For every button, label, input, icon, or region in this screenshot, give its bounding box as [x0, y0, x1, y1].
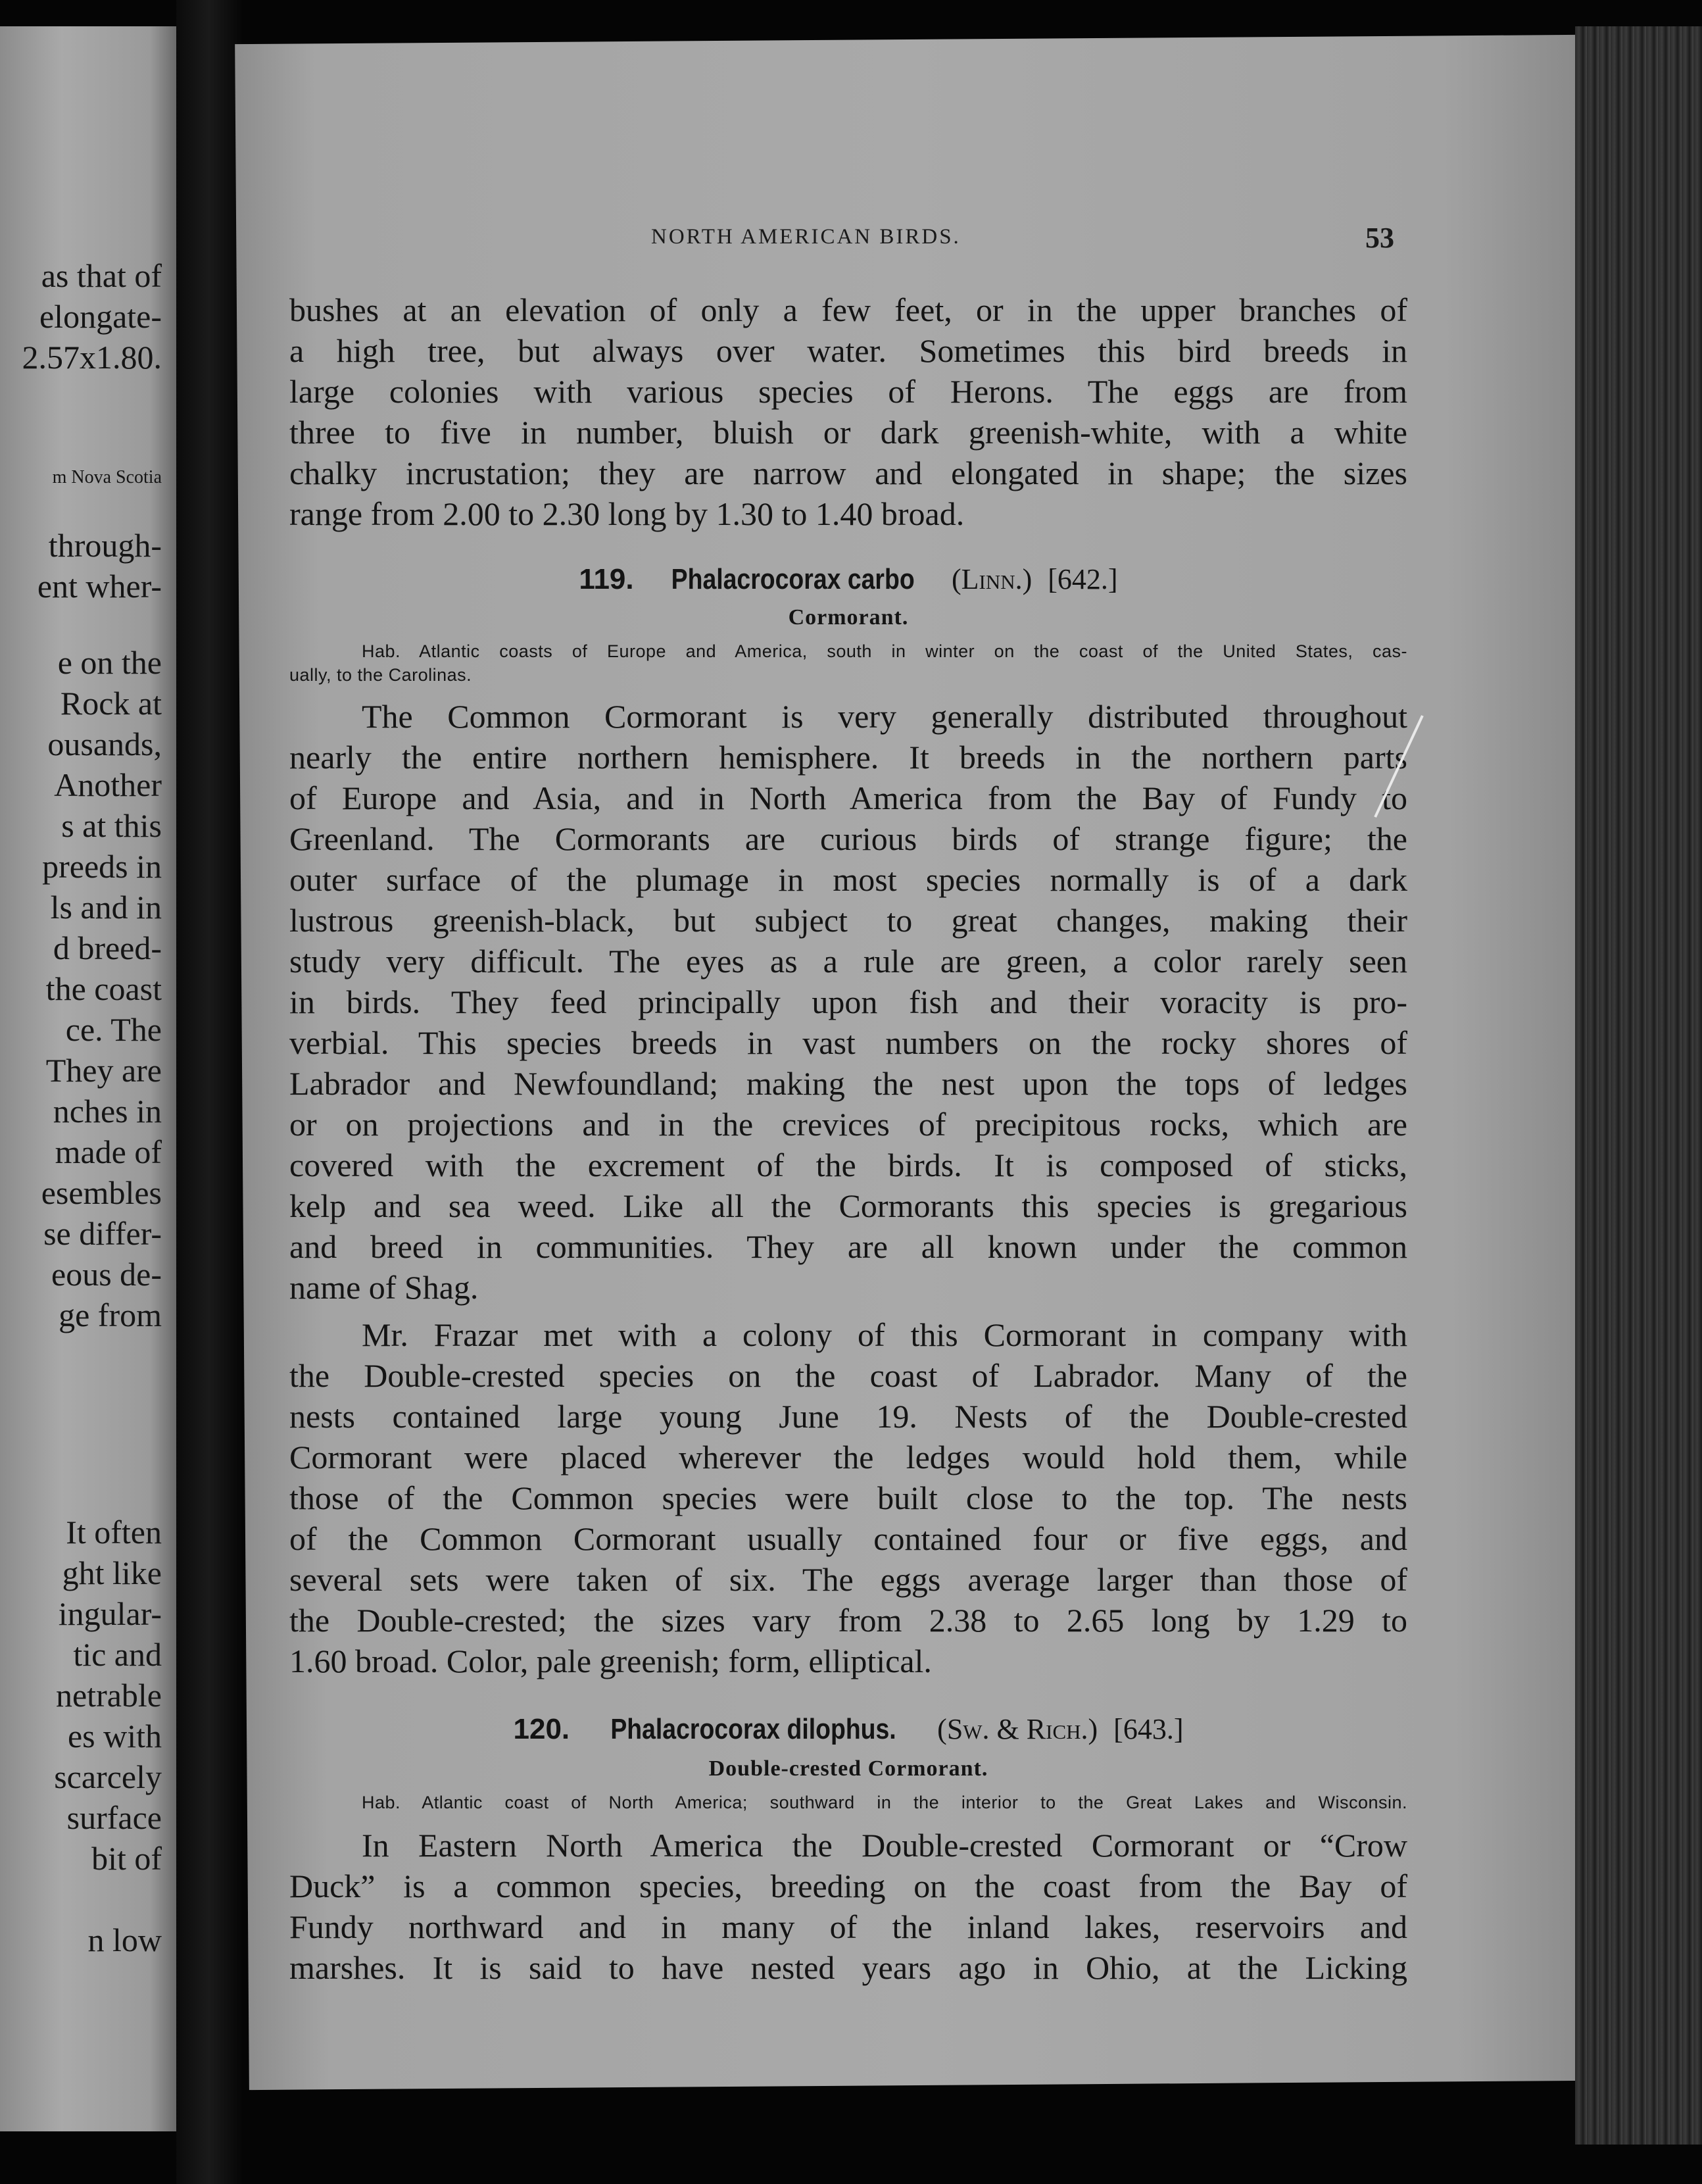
- text-line: verbial. This species breeds in vast numbers on the rocky shores of: [289, 1024, 1407, 1061]
- book-page-edges: [1575, 26, 1702, 2145]
- left-page-text-fragment: It often: [66, 1514, 162, 1551]
- authority: (Sw. & Rich.): [937, 1713, 1098, 1745]
- text-line: the Double-crested; the sizes vary from 2.38 to 2.65 long by 1.29 to: [289, 1602, 1407, 1639]
- left-page-text-fragment: through-: [48, 527, 162, 564]
- text-line: those of the Common species were built close to the top. The nests: [289, 1479, 1407, 1516]
- left-page-text-fragment: as that of: [41, 257, 162, 294]
- left-page-text-fragment: es with: [67, 1718, 162, 1754]
- left-page-text-fragment: m Nova Scotia: [52, 467, 162, 487]
- left-page-text-fragment: s at this: [61, 807, 162, 844]
- text-line: In Eastern North America the Double-crested Cormorant or “Crow: [362, 1827, 1407, 1864]
- left-page-text-fragment: nches in: [53, 1093, 162, 1129]
- book-gutter: [176, 0, 242, 2184]
- text-line: Mr. Frazar met with a colony of this Cormorant in company with: [362, 1316, 1407, 1353]
- text-line: and breed in communities. They are all known under the common: [289, 1228, 1407, 1265]
- left-page-text-fragment: ousands,: [47, 726, 162, 762]
- text-line: 1.60 broad. Color, pale greenish; form, elliptical.: [289, 1643, 932, 1679]
- left-page-text-fragment: ce. The: [65, 1011, 162, 1048]
- text-line: three to five in number, bluish or dark greenish-white, with a white: [289, 414, 1407, 451]
- text-line: The Common Cormorant is very generally distributed throughout: [362, 698, 1407, 735]
- text-line: name of Shag.: [289, 1269, 479, 1306]
- left-page-text-fragment: ls and in: [50, 889, 162, 926]
- text-line: Greenland. The Cormorants are curious birds of strange figure; the: [289, 820, 1407, 857]
- text-line: marshes. It is said to have nested years ago in Ohio, at the Licking: [289, 1949, 1407, 1986]
- left-page-text-fragment: ge from: [59, 1297, 162, 1333]
- left-page-text-fragment: 2.57x1.80.: [22, 339, 162, 376]
- left-page-text-fragment: Rock at: [60, 685, 162, 722]
- scientific-name: Phalacrocorax dilophus.: [610, 1713, 896, 1745]
- text-line: the Double-crested species on the coast of Labrador. Many of the: [289, 1357, 1407, 1394]
- left-page-text-fragment: ght like: [62, 1554, 162, 1591]
- page-text: [289, 0, 1407, 2184]
- text-line: Duck” is a common species, breeding on the coast from the Bay of: [289, 1868, 1407, 1904]
- text-line: Fundy northward and in many of the inland lakes, reservoirs and: [289, 1908, 1407, 1945]
- text-line: Labrador and Newfoundland; making the nest upon the tops of ledges: [289, 1065, 1407, 1102]
- text-line: kelp and sea weed. Like all the Cormorants this species is gregarious: [289, 1187, 1407, 1224]
- text-line: outer surface of the plumage in most species normally is of a dark: [289, 861, 1407, 898]
- left-page-text-fragment: bit of: [91, 1840, 162, 1877]
- species-number: 120.: [513, 1713, 570, 1745]
- left-page-text-fragment: esembles: [41, 1174, 162, 1211]
- left-page-text-fragment: elongate-: [39, 298, 162, 335]
- text-line: bushes at an elevation of only a few feet, or in the upper branches of: [289, 291, 1407, 328]
- text-line: large colonies with various species of Herons. The eggs are from: [289, 373, 1407, 410]
- text-line: of Europe and Asia, and in North America from the Bay of Fundy to: [289, 780, 1407, 816]
- text-line: chalky incrustation; they are narrow and elongated in shape; the sizes: [289, 455, 1407, 491]
- text-line: several sets were taken of six. The eggs average larger than those of: [289, 1561, 1407, 1598]
- left-page-fragment: [0, 26, 176, 2131]
- running-head: NORTH AMERICAN BIRDS.: [651, 225, 961, 249]
- left-page-text-fragment: n low: [87, 1922, 162, 1958]
- left-page-text-fragment: surface: [66, 1799, 162, 1836]
- text-line: lustrous greenish-black, but subject to great changes, making their: [289, 902, 1407, 939]
- text-line: a high tree, but always over water. Sometimes this bird breeds in: [289, 332, 1407, 369]
- aou-code: [643.]: [1113, 1713, 1184, 1745]
- text-line: study very difficult. The eyes as a rule are green, a color rarely seen: [289, 943, 1407, 980]
- left-page-text-fragment: made of: [55, 1133, 162, 1170]
- left-page-text-fragment: Another: [54, 766, 162, 803]
- left-page-text-fragment: ingular-: [58, 1595, 162, 1632]
- text-line: covered with the excrement of the birds. It is composed of sticks,: [289, 1147, 1407, 1183]
- aou-code: [642.]: [1048, 563, 1118, 595]
- common-name-119: Cormorant.: [788, 605, 909, 630]
- left-page-text-fragment: tic and: [73, 1636, 162, 1673]
- text-line: nests contained large young June 19. Nests of the Double-crested: [289, 1398, 1407, 1435]
- species-heading-119: [289, 560, 1407, 597]
- left-page-text-fragment: se differ-: [43, 1215, 162, 1252]
- page-number: 53: [1365, 222, 1394, 254]
- left-page-text-fragment: ent wher-: [37, 568, 162, 605]
- text-line: of the Common Cormorant usually contained four or five eggs, and: [289, 1520, 1407, 1557]
- authority: (Linn.): [951, 563, 1033, 595]
- text-line: Hab. Atlantic coasts of Europe and America, south in winter on the coast of the United States, cas-: [362, 641, 1407, 661]
- text-line: nearly the entire northern hemisphere. It breeds in the northern parts: [289, 739, 1407, 776]
- left-page-text-fragment: d breed-: [53, 930, 162, 966]
- text-line: in birds. They feed principally upon fish and their voracity is pro-: [289, 983, 1407, 1020]
- common-name-120: Double-crested Cormorant.: [708, 1756, 988, 1781]
- left-page-text-fragment: scarcely: [54, 1758, 162, 1795]
- left-page-text-fragment: the coast: [45, 970, 162, 1007]
- left-page-text-fragment: netrable: [55, 1677, 162, 1714]
- text-line: Hab. Atlantic coast of North America; southward in the interior to the Great Lakes and Wisconsin.: [362, 1793, 1407, 1812]
- left-page-text-fragment: e on the: [57, 644, 162, 681]
- species-heading-120: [289, 1710, 1407, 1747]
- text-line: range from 2.00 to 2.30 long by 1.30 to 1.40 broad.: [289, 495, 965, 532]
- species-number: 119.: [579, 563, 634, 595]
- scientific-name: Phalacrocorax carbo: [671, 563, 915, 595]
- left-page-text-fragment: eous de-: [51, 1256, 162, 1293]
- text-line: Cormorant were placed wherever the ledges would hold them, while: [289, 1439, 1407, 1476]
- left-page-text-fragment: They are: [45, 1052, 162, 1089]
- left-page-text-fragment: preeds in: [42, 848, 162, 885]
- text-line: ually, to the Carolinas.: [289, 665, 472, 685]
- text-line: or on projections and in the crevices of precipitous rocks, which are: [289, 1106, 1407, 1143]
